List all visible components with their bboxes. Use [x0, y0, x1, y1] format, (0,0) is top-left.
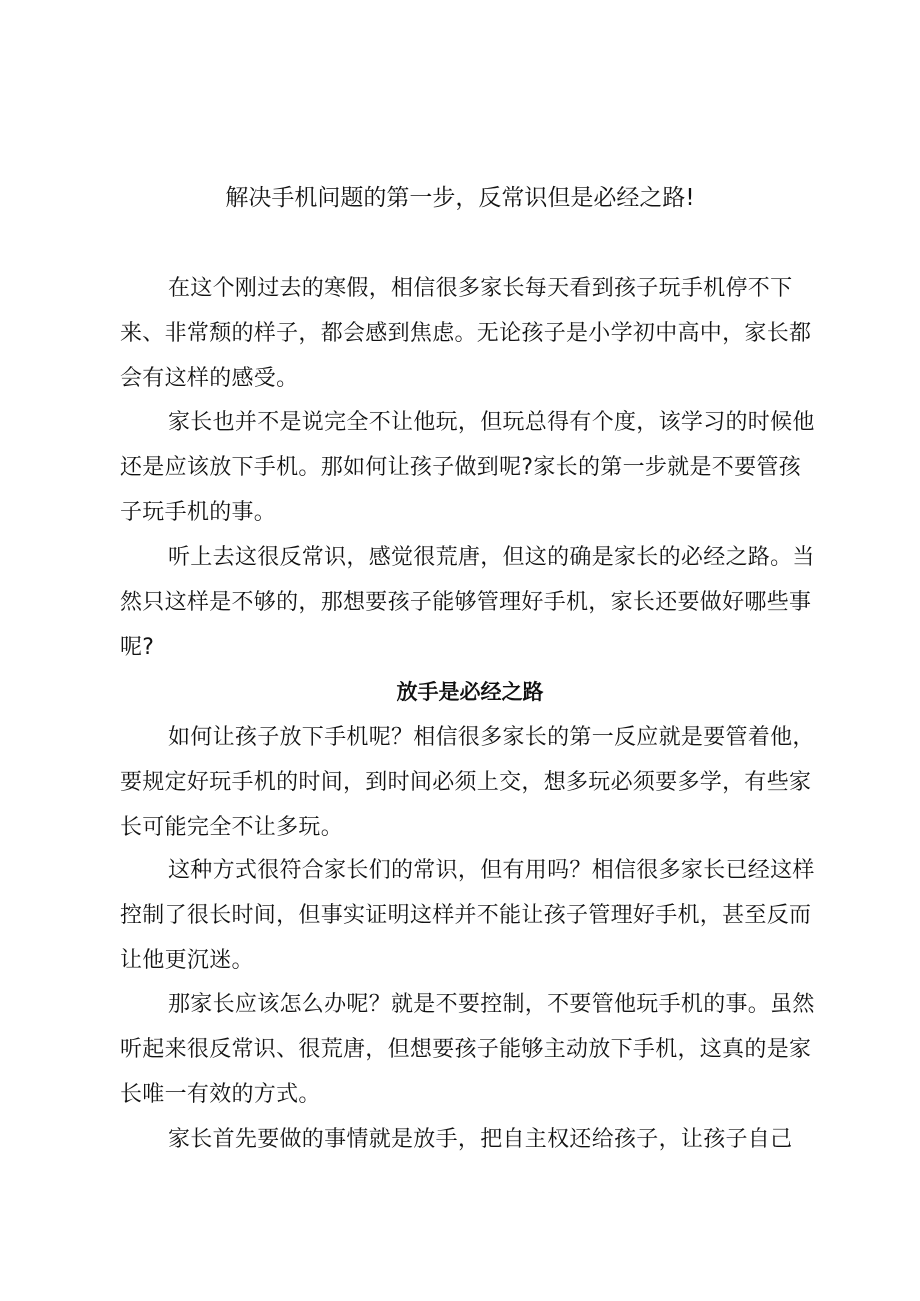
paragraph: 这种方式很符合家长们的常识，但有用吗？相信很多家长已经这样控制了很长时间，但事实证明这样并不能让孩子管理好手机，甚至反而让他更沉迷。: [120, 858, 815, 973]
paragraph: 那家长应该怎么办呢？就是不要控制，不要管他玩手机的事。虽然听起来很反常识、很荒唐，但想要孩子能够主动放下手机，这真的是家长唯一有效的方式。: [120, 992, 815, 1107]
paragraph: 家长首先要做的事情就是放手，把自主权还给孩子，让孩子自己: [168, 1127, 793, 1152]
paragraph: 在这个刚过去的寒假，相信很多家长每天看到孩子玩手机停不下来、非常颓的样子，都会感到焦虑。无论孩子是小学初中高中，家长都会有这样的感受。: [120, 276, 812, 391]
paragraph: 听上去这很反常识，感觉很荒唐，但这的确是家长的必经之路。当然只这样是不够的，那想要孩子能够管理好手机，家长还要做好哪些事呢?: [120, 545, 815, 660]
paragraph: 家长也并不是说完全不让他玩，但玩总得有个度，该学习的时候他还是应该放下手机。那如何让孩子做到呢?家长的第一步就是不要管孩子玩手机的事。: [120, 410, 815, 525]
document-title: 解决手机问题的第一步，反常识但是必经之路!: [225, 185, 695, 211]
section-heading: 放手是必经之路: [396, 680, 544, 704]
paragraph: 如何让孩子放下手机呢？相信很多家长的第一反应就是要管着他，要规定好玩手机的时间，到时间必须上交，想多玩必须要多学，有些家长可能完全不让多玩。: [120, 725, 815, 840]
